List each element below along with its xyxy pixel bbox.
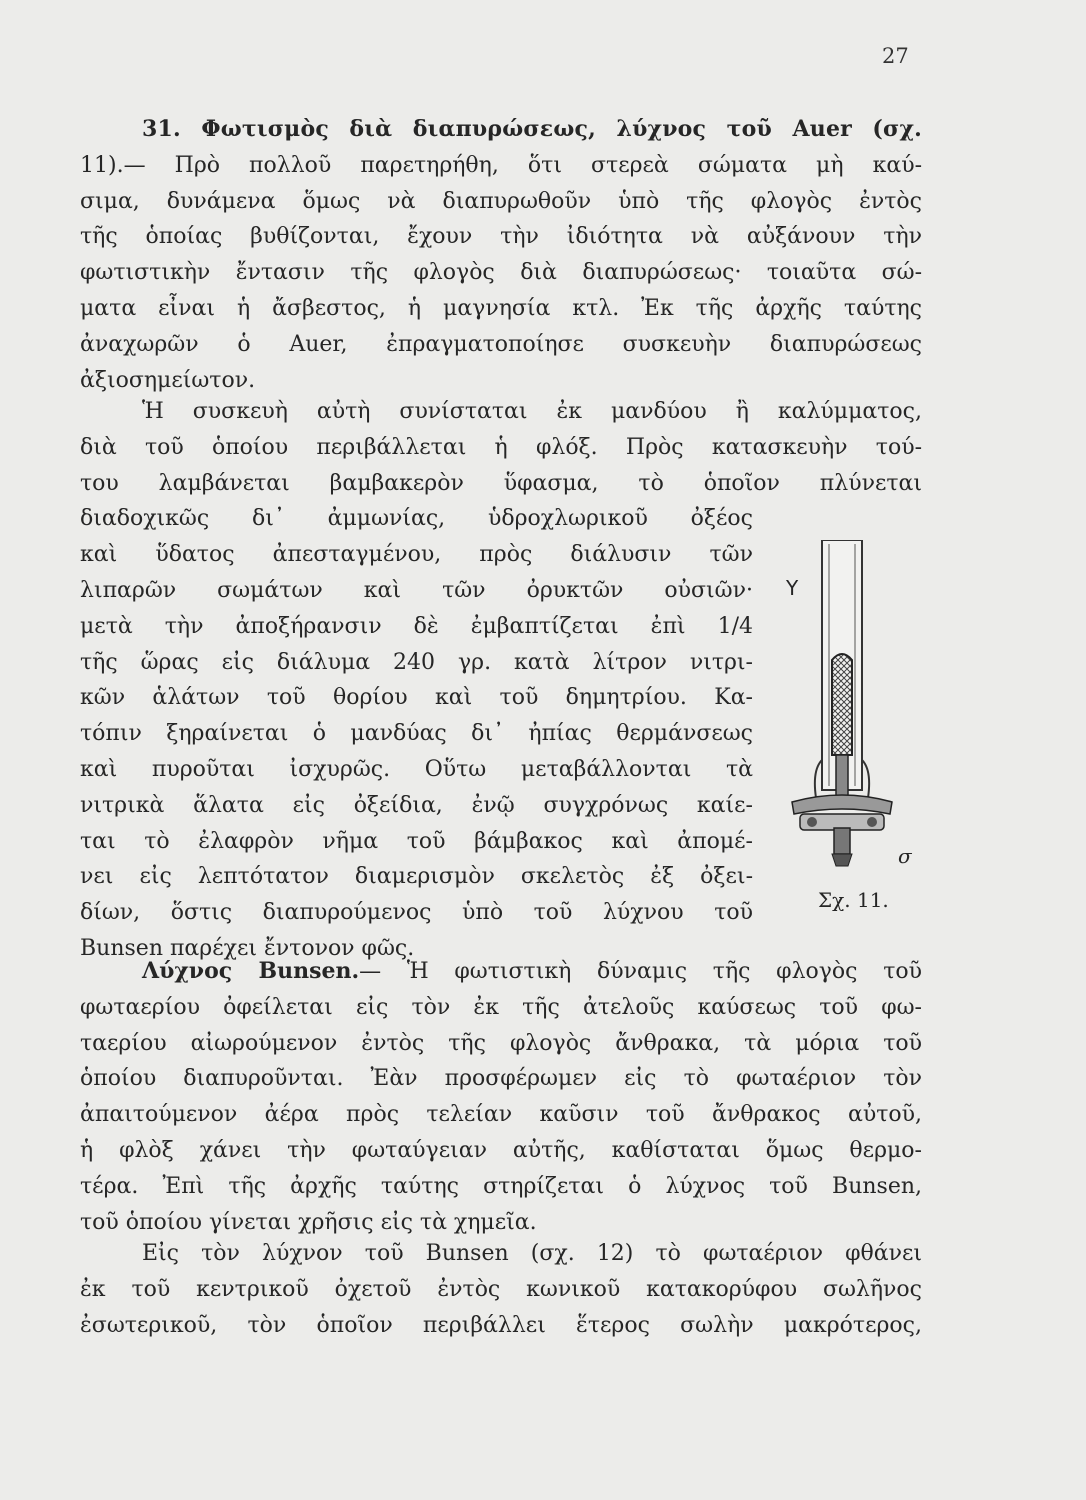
paragraph-line: καὶ ὕδατος ἀπεσταγμένου, πρὸς διάλυσιν τῶν [80, 542, 753, 568]
paragraph-line: Εἰς τὸν λύχνον τοῦ Bunsen (σχ. 12) τὸ φωταέριον φθάνει [142, 1241, 922, 1266]
figure-auer-lamp [772, 540, 922, 930]
paragraph-line: του λαμβάνεται βαμβακερὸν ὕφασμα, τὸ ὁποῖον πλύνεται [80, 470, 922, 496]
section-heading-auer: 31. Φωτισμὸς διὰ διαπυρώσεως, λύχνος τοῦ Auer (σχ. [142, 116, 922, 142]
paragraph-line: μετὰ τὴν ἀποξήρανσιν δὲ ἐμβαπτίζεται ἐπὶ 1/4 [80, 613, 753, 639]
section-bunsen-lamp [80, 954, 922, 1240]
paragraph-line: σιμα, δυνάμενα ὅμως νὰ διαπυρωθοῦν ὑπὸ τῆς φλογὸς ἐντὸς [80, 188, 922, 214]
paragraph-line: τέρα. Ἐπὶ τῆς ἀρχῆς ταύτης στηρίζεται ὁ λύχνος τοῦ Bunsen, [80, 1173, 922, 1199]
section-auer-intro [80, 112, 922, 398]
paragraph-line: ἀπαιτούμενον ἀέρα πρὸς τελείαν καῦσιν τοῦ ἄνθρακος αὐτοῦ, [80, 1102, 922, 1128]
paragraph-line: δίων, ὅστις διαπυρούμενος ὑπὸ τοῦ λύχνου τοῦ [80, 900, 753, 926]
paragraph-line: φωταερίου ὀφείλεται εἰς τὸν ἐκ τῆς ἀτελοῦς καύσεως τοῦ φω- [80, 994, 922, 1020]
paragraph-line: καὶ πυροῦται ἰσχυρῶς. Οὕτω μεταβάλλονται τὰ [80, 756, 753, 782]
figure-caption: Σχ. 11. [818, 888, 889, 912]
paragraph-line: ταερίου αἰωρούμενον ἐντὸς τῆς φλογὸς ἄνθρακα, τὰ μόρια τοῦ [80, 1030, 922, 1056]
paragraph-line: ματα εἶναι ἡ ἄσβεστος, ἡ μαγνησία κτλ. Ἐκ τῆς ἀρχῆς ταύτης [80, 295, 922, 321]
figure-label-bottom: σ [898, 844, 912, 868]
paragraph-line: τόπιν ξηραίνεται ὁ μανδύας δι᾽ ἠπίας θερμάνσεως [80, 721, 753, 747]
paragraph-line: τοῦ ὁποίου γίνεται χρῆσις εἰς τὰ χημεῖα. [80, 1209, 537, 1235]
figure-label-top: Y [786, 576, 799, 600]
paragraph-line: Ἡ συσκευὴ αὐτὴ συνίσταται ἐκ μανδύου ἢ καλύμματος, [142, 399, 922, 424]
heading-continuation: — Ἡ φωτιστικὴ δύναμις τῆς φλογὸς τοῦ [359, 959, 922, 984]
section-bunsen-construction [80, 1236, 922, 1343]
paragraph-line: νει εἰς λεπτότατον διαμερισμὸν σκελετὸς ἐξ ὀξει- [80, 864, 753, 890]
paragraph-line: κῶν ἁλάτων τοῦ θορίου καὶ τοῦ δημητρίου. Κα- [80, 685, 753, 711]
page-number: 27 [882, 44, 909, 68]
paragraph-line: τῆς ὥρας εἰς διάλυμα 240 γρ. κατὰ λίτρον νιτρι- [80, 649, 753, 675]
paragraph-line: διὰ τοῦ ὁποίου περιβάλλεται ἡ φλόξ. Πρὸς κατασκευὴν τού- [80, 434, 922, 460]
paragraph-line: ται τὸ ἐλαφρὸν νῆμα τοῦ βάμβακος καὶ ἀπομέ- [80, 828, 753, 854]
paragraph-line: ἀξιοσημείωτον. [80, 367, 256, 393]
paragraph-line: Bunsen παρέχει ἔντονον φῶς. [80, 935, 415, 961]
paragraph-line: ἐσωτερικοῦ, τὸν ὁποῖον περιβάλλει ἕτερος σωλὴν μακρότερος, [80, 1312, 922, 1338]
paragraph-line: 11).— Πρὸ πολλοῦ παρετηρήθη, ὅτι στερεὰ σώματα μὴ καύ- [80, 152, 922, 178]
paragraph-line: φωτιστικὴν ἔντασιν τῆς φλογὸς διὰ διαπυρώσεως· τοιαῦτα σώ- [80, 260, 922, 286]
section-heading-bunsen: Λύχνος Bunsen. [142, 958, 360, 984]
paragraph-line: νιτρικὰ ἅλατα εἰς ὀξείδια, ἐνῷ συγχρόνως καίε- [80, 792, 753, 818]
paragraph-line: ἐκ τοῦ κεντρικοῦ ὀχετοῦ ἐντὸς κωνικοῦ κατακορύφου σωλῆνος [80, 1276, 922, 1302]
paragraph-line: ὁποίου διαπυροῦνται. Ἐὰν προσφέρωμεν εἰς τὸ φωταέριον τὸν [80, 1066, 922, 1092]
paragraph-line: διαδοχικῶς δι᾽ ἀμμωνίας, ὑδροχλωρικοῦ ὀξέος [80, 506, 753, 532]
paragraph-line: ἀναχωρῶν ὁ Auer, ἐπραγματοποίησε συσκευὴν διαπυρώσεως [80, 331, 922, 357]
paragraph-line: λιπαρῶν σωμάτων καὶ τῶν ὀρυκτῶν οὐσιῶν· [80, 577, 753, 603]
paragraph-line: ἡ φλὸξ χάνει τὴν φωταύγειαν αὐτῆς, καθίσταται ὅμως θερμο- [80, 1137, 922, 1163]
paragraph-line [80, 954, 922, 990]
paragraph-line: τῆς ὁποίας βυθίζονται, ἔχουν τὴν ἰδιότητα νὰ αὐξάνουν τὴν [80, 224, 922, 250]
